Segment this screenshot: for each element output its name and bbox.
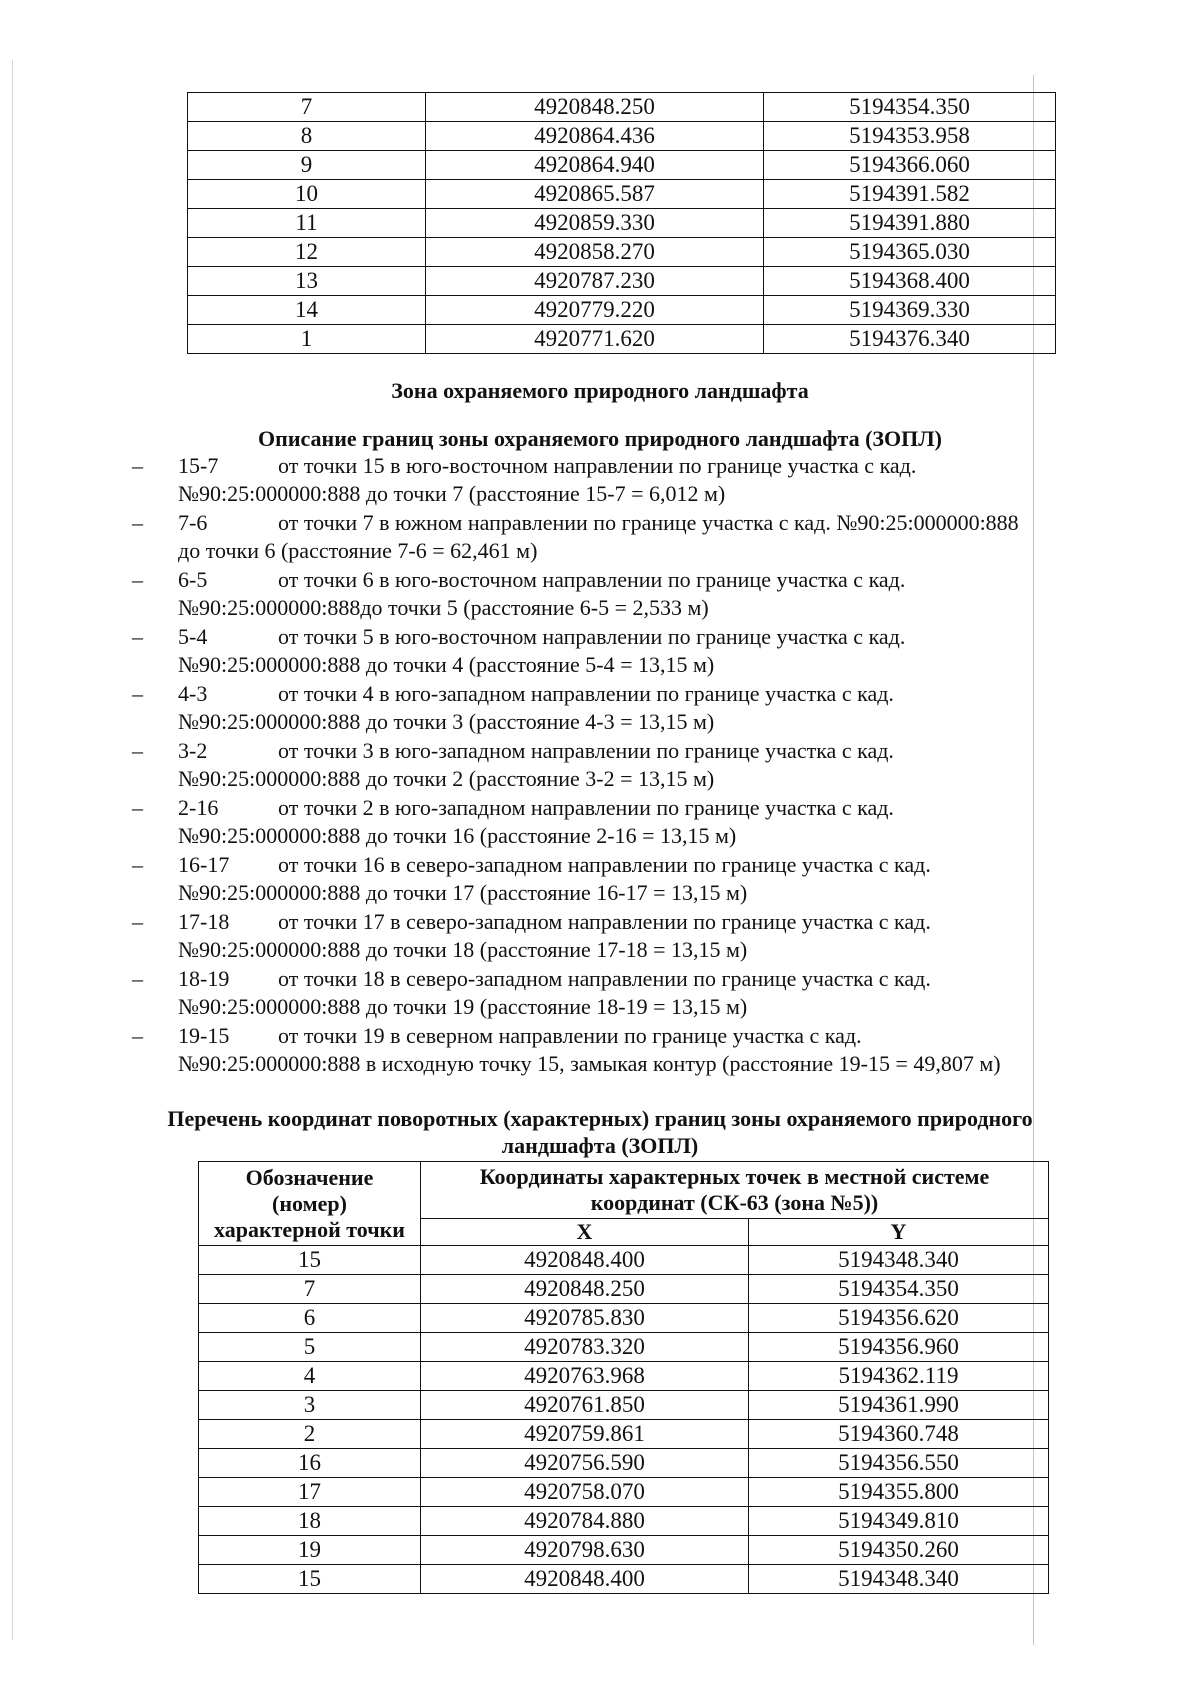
point-number: 16 <box>199 1449 421 1478</box>
zone-title: Зона охраняемого природного ландшафта <box>391 378 809 403</box>
boundary-item <box>132 509 1107 566</box>
boundary-item <box>132 794 1107 851</box>
list-dash: – <box>132 1023 143 1048</box>
point-number: 18 <box>199 1507 421 1536</box>
point-number: 14 <box>188 296 426 325</box>
top-coordinates-table <box>187 92 1056 354</box>
x-coordinate: 4920848.250 <box>421 1275 749 1304</box>
y-coordinate: 5194349.810 <box>749 1507 1049 1536</box>
point-number: 4 <box>199 1362 421 1391</box>
list-title-line2: ландшафта (ЗОПЛ) <box>501 1133 699 1158</box>
description-line2: №90:25:000000:888 до точки 4 (расстояние 5-4 = 13,15 м) <box>178 652 715 677</box>
list-dash: – <box>132 567 143 592</box>
scan-mark-left <box>12 60 13 1640</box>
y-coordinate: 5194360.748 <box>749 1420 1049 1449</box>
y-coordinate: 5194391.582 <box>764 180 1056 209</box>
table-row <box>188 180 1056 209</box>
segment-label: 6-5 <box>178 567 208 592</box>
table-row <box>188 238 1056 267</box>
segment-label: 19-15 <box>178 1023 230 1048</box>
y-coordinate: 5194369.330 <box>764 296 1056 325</box>
header-coordinates <box>421 1162 1049 1219</box>
description-line1: от точки 19 в северном направлении по границе участка с кад. <box>278 1023 862 1048</box>
point-number: 2 <box>199 1420 421 1449</box>
header-point-line1: Обозначение <box>245 1164 374 1190</box>
table-row <box>199 1362 1049 1391</box>
description-line1: от точки 15 в юго-восточном направлении по границе участка с кад. <box>278 453 917 478</box>
x-coordinate: 4920763.968 <box>421 1362 749 1391</box>
list-dash: – <box>132 681 143 706</box>
point-number: 12 <box>188 238 426 267</box>
x-coordinate: 4920787.230 <box>426 267 764 296</box>
x-coordinate: 4920756.590 <box>421 1449 749 1478</box>
point-number: 11 <box>188 209 426 238</box>
segment-label: 2-16 <box>178 795 219 820</box>
point-number: 15 <box>199 1246 421 1275</box>
point-number: 10 <box>188 180 426 209</box>
description-line2: №90:25:000000:888 до точки 3 (расстояние 4-3 = 13,15 м) <box>178 709 715 734</box>
description-line1: от точки 18 в северо-западном направлении по границе участка с кад. <box>278 966 931 991</box>
table-row <box>199 1246 1049 1275</box>
x-coordinate: 4920858.270 <box>426 238 764 267</box>
x-coordinate: 4920759.861 <box>421 1420 749 1449</box>
boundary-item <box>132 851 1107 908</box>
list-dash: – <box>132 909 143 934</box>
x-coordinate: 4920785.830 <box>421 1304 749 1333</box>
description-line1: от точки 6 в юго-восточном направлении по границе участка с кад. <box>278 567 906 592</box>
table-row <box>199 1304 1049 1333</box>
segment-label: 4-3 <box>178 681 208 706</box>
description-line2: до точки 6 (расстояние 7-6 = 62,461 м) <box>178 538 538 563</box>
x-coordinate: 4920784.880 <box>421 1507 749 1536</box>
segment-label: 3-2 <box>178 738 208 763</box>
description-line1: от точки 5 в юго-восточном направлении по границе участка с кад. <box>278 624 906 649</box>
header-coords-line1: Координаты характерных точек в местной системе <box>479 1164 990 1189</box>
segment-label: 5-4 <box>178 624 208 649</box>
point-number: 1 <box>188 325 426 354</box>
y-coordinate: 5194356.620 <box>749 1304 1049 1333</box>
x-coordinate: 4920779.220 <box>426 296 764 325</box>
boundary-item <box>132 623 1107 680</box>
point-number: 17 <box>199 1478 421 1507</box>
header-point-line2: (номер) <box>272 1190 347 1216</box>
y-coordinate: 5194365.030 <box>764 238 1056 267</box>
point-number: 9 <box>188 151 426 180</box>
table-row <box>199 1565 1049 1594</box>
point-number: 5 <box>199 1333 421 1362</box>
table-row <box>188 296 1056 325</box>
description-line1: от точки 7 в южном направлении по границе участка с кад. №90:25:000000:888 <box>278 510 1019 535</box>
point-number: 7 <box>199 1275 421 1304</box>
y-coordinate: 5194361.990 <box>749 1391 1049 1420</box>
list-dash: – <box>132 852 143 877</box>
table-row <box>199 1536 1049 1565</box>
list-dash: – <box>132 966 143 991</box>
coordinates-list-title <box>60 1105 1140 1159</box>
table-row <box>199 1420 1049 1449</box>
header-point-designation <box>199 1162 421 1246</box>
boundary-item <box>132 965 1107 1022</box>
point-number: 7 <box>188 93 426 122</box>
segment-label: 7-6 <box>178 510 208 535</box>
table-row <box>199 1449 1049 1478</box>
table-row <box>188 267 1056 296</box>
description-line2: №90:25:000000:888до точки 5 (расстояние 6-5 = 2,533 м) <box>178 595 709 620</box>
segment-label: 16-17 <box>178 852 230 877</box>
point-number: 15 <box>199 1565 421 1594</box>
table-row <box>199 1391 1049 1420</box>
y-coordinate: 5194350.260 <box>749 1536 1049 1565</box>
list-title-line1: Перечень координат поворотных (характерных) границ зоны охраняемого природного <box>167 1106 1033 1131</box>
y-coordinate: 5194354.350 <box>764 93 1056 122</box>
table-header-row <box>199 1162 1049 1219</box>
zopl-coordinates-table <box>198 1161 1049 1594</box>
boundary-item <box>132 1022 1107 1079</box>
description-line2: №90:25:000000:888 до точки 19 (расстояние 18-19 = 13,15 м) <box>178 994 748 1019</box>
boundary-item <box>132 452 1107 509</box>
point-number: 8 <box>188 122 426 151</box>
x-coordinate: 4920864.940 <box>426 151 764 180</box>
x-coordinate: 4920859.330 <box>426 209 764 238</box>
list-dash: – <box>132 510 143 535</box>
boundary-item <box>132 680 1107 737</box>
boundary-item <box>132 566 1107 623</box>
top-table-body <box>188 93 1056 354</box>
description-line2: №90:25:000000:888 до точки 17 (расстояние 16-17 = 13,15 м) <box>178 880 748 905</box>
list-dash: – <box>132 453 143 478</box>
x-coordinate: 4920865.587 <box>426 180 764 209</box>
list-dash: – <box>132 624 143 649</box>
point-number: 3 <box>199 1391 421 1420</box>
y-coordinate: 5194354.350 <box>749 1275 1049 1304</box>
table-row <box>199 1507 1049 1536</box>
table-row <box>199 1478 1049 1507</box>
point-number: 19 <box>199 1536 421 1565</box>
segment-label: 15-7 <box>178 453 219 478</box>
description-line2: №90:25:000000:888 до точки 16 (расстояние 2-16 = 13,15 м) <box>178 823 737 848</box>
table-row <box>188 151 1056 180</box>
description-line1: от точки 3 в юго-западном направлении по границе участка с кад. <box>278 738 894 763</box>
y-coordinate: 5194362.119 <box>749 1362 1049 1391</box>
header-y: Y <box>749 1219 1049 1246</box>
x-coordinate: 4920848.400 <box>421 1246 749 1275</box>
y-coordinate: 5194376.340 <box>764 325 1056 354</box>
description-line1: от точки 2 в юго-западном направлении по границе участка с кад. <box>278 795 894 820</box>
x-coordinate: 4920848.400 <box>421 1565 749 1594</box>
segment-label: 17-18 <box>178 909 230 934</box>
description-line2: №90:25:000000:888 до точки 2 (расстояние 3-2 = 13,15 м) <box>178 766 715 791</box>
table-row <box>199 1333 1049 1362</box>
x-coordinate: 4920783.320 <box>421 1333 749 1362</box>
y-coordinate: 5194356.960 <box>749 1333 1049 1362</box>
header-x: X <box>421 1219 749 1246</box>
table-row <box>188 93 1056 122</box>
header-point-line3: характерной точки <box>214 1216 405 1242</box>
y-coordinate: 5194391.880 <box>764 209 1056 238</box>
point-number: 13 <box>188 267 426 296</box>
description-title: Описание границ зоны охраняемого природного ландшафта (ЗОПЛ) <box>258 426 942 451</box>
y-coordinate: 5194348.340 <box>749 1565 1049 1594</box>
list-dash: – <box>132 795 143 820</box>
x-coordinate: 4920798.630 <box>421 1536 749 1565</box>
description-line2: №90:25:000000:888 до точки 7 (расстояние 15-7 = 6,012 м) <box>178 481 726 506</box>
description-line2: №90:25:000000:888 до точки 18 (расстояние 17-18 = 13,15 м) <box>178 937 748 962</box>
y-coordinate: 5194366.060 <box>764 151 1056 180</box>
description-line1: от точки 16 в северо-западном направлении по границе участка с кад. <box>278 852 931 877</box>
description-line1: от точки 4 в юго-западном направлении по границе участка с кад. <box>278 681 894 706</box>
x-coordinate: 4920771.620 <box>426 325 764 354</box>
boundary-description-list <box>132 452 1107 1079</box>
boundary-item <box>132 908 1107 965</box>
x-coordinate: 4920761.850 <box>421 1391 749 1420</box>
header-coords-line2: координат (СК-63 (зона №5)) <box>590 1190 879 1215</box>
table-row <box>188 209 1056 238</box>
table-row <box>199 1275 1049 1304</box>
bottom-table-body <box>199 1246 1049 1594</box>
x-coordinate: 4920864.436 <box>426 122 764 151</box>
y-coordinate: 5194348.340 <box>749 1246 1049 1275</box>
table-row <box>188 325 1056 354</box>
y-coordinate: 5194353.958 <box>764 122 1056 151</box>
y-coordinate: 5194355.800 <box>749 1478 1049 1507</box>
y-coordinate: 5194368.400 <box>764 267 1056 296</box>
y-coordinate: 5194356.550 <box>749 1449 1049 1478</box>
point-number: 6 <box>199 1304 421 1333</box>
description-line2: №90:25:000000:888 в исходную точку 15, замыкая контур (расстояние 19-15 = 49,807 м) <box>178 1051 1001 1076</box>
boundary-item <box>132 737 1107 794</box>
list-dash: – <box>132 738 143 763</box>
x-coordinate: 4920848.250 <box>426 93 764 122</box>
description-line1: от точки 17 в северо-западном направлении по границе участка с кад. <box>278 909 931 934</box>
x-coordinate: 4920758.070 <box>421 1478 749 1507</box>
segment-label: 18-19 <box>178 966 230 991</box>
table-row <box>188 122 1056 151</box>
